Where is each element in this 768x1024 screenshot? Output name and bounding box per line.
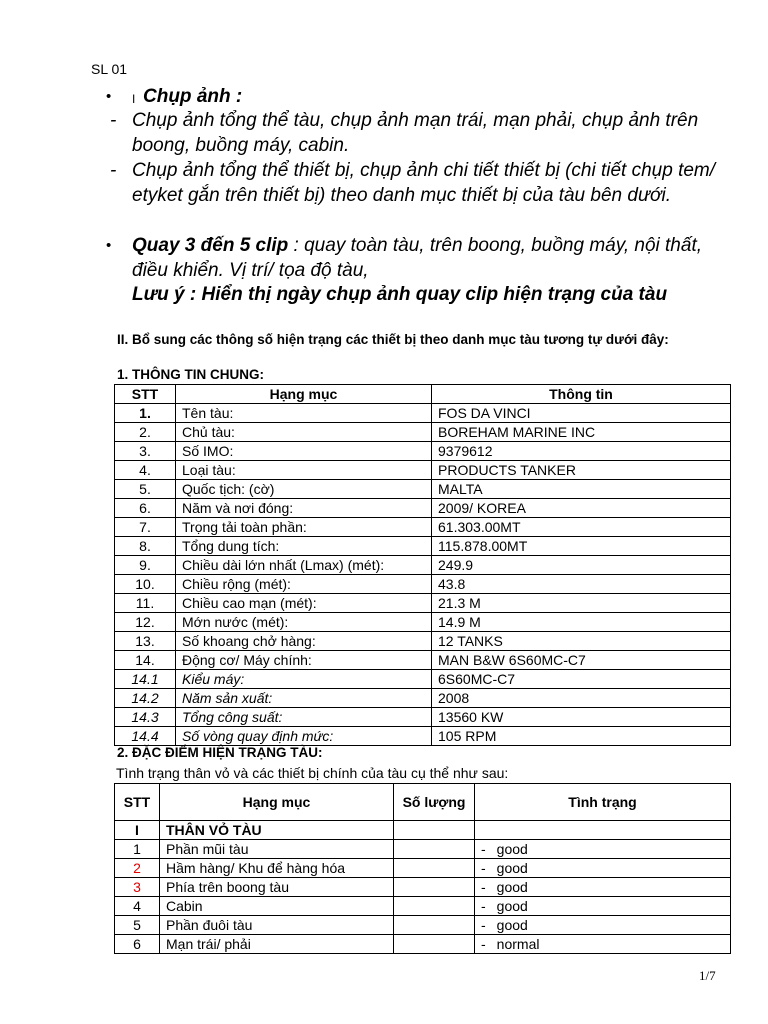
table-row [115, 935, 731, 954]
status-cell [475, 897, 731, 916]
stt-cell: 14.2 [115, 689, 176, 708]
status-cell [475, 935, 731, 954]
video-instruction-bold: Quay 3 đến 5 clip [132, 235, 289, 256]
group-stt: I [115, 821, 160, 840]
item-cell: Tổng dung tích: [176, 537, 432, 556]
quantity-cell [394, 935, 475, 954]
stt-cell: 5 [115, 916, 160, 935]
status-value: normal [496, 936, 540, 952]
page-number: 1/7 [699, 968, 716, 983]
item-cell: Loại tàu: [176, 461, 432, 480]
stt-cell: 14.3 [115, 708, 176, 727]
item-cell: Số vòng quay định mức: [176, 727, 432, 746]
item-cell: Tên tàu: [176, 404, 432, 423]
status-dash: - [481, 841, 486, 857]
item-cell: Chủ tàu: [176, 423, 432, 442]
item-cell: Số khoang chở hàng: [176, 632, 432, 651]
header-stt: STT [115, 784, 160, 821]
photo-instruction-2: Chụp ảnh tổng thể thiết bị, chụp ảnh chi tiết thiết bị (chi tiết chụp tem/ etyket gắn trên thiết bị) theo danh mục thiết bị của tàu bên dưới. [132, 160, 716, 206]
stt-cell: 1. [115, 404, 176, 423]
general-info-heading: 1. THÔNG TIN CHUNG: [117, 367, 264, 382]
group-quantity [394, 821, 475, 840]
stt-cell: 9. [115, 556, 176, 575]
status-value: good [496, 879, 528, 895]
info-cell: BOREHAM MARINE INC [432, 423, 731, 442]
document-code: SL 01 [91, 61, 128, 77]
table-row [115, 897, 731, 916]
stt-cell: 12. [115, 613, 176, 632]
table-row [115, 878, 731, 897]
item-cell: Số IMO: [176, 442, 432, 461]
section-roman-numeral: I [132, 92, 136, 106]
quantity-cell [394, 897, 475, 916]
item-cell: Tổng công suất: [176, 708, 432, 727]
table-row [115, 575, 731, 594]
header-item: Hạng mục [176, 385, 432, 404]
header-quantity: Số lượng [394, 784, 475, 821]
stt-cell: 6 [115, 935, 160, 954]
video-instruction-text: : quay toàn tàu, trên boong, buồng máy, nội thất, điều khiển. Vị trí/ tọa độ tàu, [132, 235, 702, 281]
table-row [115, 499, 731, 518]
status-dash: - [481, 898, 486, 914]
stt-cell: 11. [115, 594, 176, 613]
item-cell: Quốc tịch: (cờ) [176, 480, 432, 499]
bullet-icon: • [106, 237, 112, 254]
status-cell [475, 916, 731, 935]
note-text: Lưu ý : Hiển thị ngày chụp ảnh quay clip hiện trạng của tàu [132, 284, 668, 305]
general-info-table [114, 384, 731, 746]
stt-cell: 6. [115, 499, 176, 518]
stt-cell: 3 [115, 878, 160, 897]
header-stt: STT [115, 385, 176, 404]
dash-marker: - [110, 110, 117, 131]
info-cell: 249.9 [432, 556, 731, 575]
dash-marker: - [110, 160, 117, 181]
info-cell: 6S60MC-C7 [432, 670, 731, 689]
quantity-cell [394, 878, 475, 897]
table-row [115, 442, 731, 461]
table-row [115, 518, 731, 537]
status-dash: - [481, 936, 486, 952]
info-cell: 12 TANKS [432, 632, 731, 651]
info-cell: 21.3 M [432, 594, 731, 613]
item-cell: Phía trên boong tàu [160, 878, 394, 897]
stt-cell: 10. [115, 575, 176, 594]
section-photo-title: Chụp ảnh : [143, 86, 243, 107]
item-cell: Động cơ/ Máy chính: [176, 651, 432, 670]
table-row [115, 670, 731, 689]
status-value: good [496, 898, 528, 914]
ship-condition-heading: 2. ĐẶC ĐIỂM HIỆN TRẠNG TÀU: [117, 745, 323, 760]
group-item: THÂN VỎ TÀU [160, 821, 394, 840]
stt-cell: 7. [115, 518, 176, 537]
header-item: Hạng mục [160, 784, 394, 821]
info-cell: 13560 KW [432, 708, 731, 727]
table-row [115, 404, 731, 423]
info-cell: 2009/ KOREA [432, 499, 731, 518]
table-row [115, 689, 731, 708]
info-cell: 2008 [432, 689, 731, 708]
status-cell [475, 840, 731, 859]
stt-cell: 3. [115, 442, 176, 461]
quantity-cell [394, 840, 475, 859]
info-cell: PRODUCTS TANKER [432, 461, 731, 480]
stt-cell: 5. [115, 480, 176, 499]
photo-instruction-1: Chụp ảnh tổng thể tàu, chụp ảnh mạn trái, mạn phải, chụp ảnh trên boong, buồng máy, cabin. [132, 110, 699, 156]
status-cell [475, 878, 731, 897]
info-cell: 9379612 [432, 442, 731, 461]
table-row [115, 632, 731, 651]
stt-cell: 14.1 [115, 670, 176, 689]
status-dash: - [481, 860, 486, 876]
group-row [115, 821, 731, 840]
stt-cell: 4 [115, 897, 160, 916]
status-value: good [496, 860, 528, 876]
item-cell: Chiều dài lớn nhất (Lmax) (mét): [176, 556, 432, 575]
info-cell: FOS DA VINCI [432, 404, 731, 423]
group-status [475, 821, 731, 840]
table-header-row [115, 385, 731, 404]
info-cell: 61.303.00MT [432, 518, 731, 537]
info-cell: 115.878.00MT [432, 537, 731, 556]
table-row [115, 859, 731, 878]
info-cell: MAN B&W 6S60MC-C7 [432, 651, 731, 670]
item-cell: Chiều cao mạn (mét): [176, 594, 432, 613]
section-2-title: II. Bổ sung các thông số hiện trạng các thiết bị theo danh mục tàu tương tự dưới đây: [117, 332, 669, 347]
bullet-icon: • [106, 88, 112, 105]
status-value: good [496, 841, 528, 857]
info-cell: 105 RPM [432, 727, 731, 746]
stt-cell: 14.4 [115, 727, 176, 746]
item-cell: Mớn nước (mét): [176, 613, 432, 632]
table-row [115, 651, 731, 670]
info-cell: 43.8 [432, 575, 731, 594]
status-dash: - [481, 879, 486, 895]
table-row [115, 916, 731, 935]
stt-cell: 13. [115, 632, 176, 651]
status-cell [475, 859, 731, 878]
item-cell: Phần đuôi tàu [160, 916, 394, 935]
item-cell: Hầm hàng/ Khu để hàng hóa [160, 859, 394, 878]
status-dash: - [481, 917, 486, 933]
status-value: good [496, 917, 528, 933]
item-cell: Mạn trái/ phải [160, 935, 394, 954]
table-row [115, 840, 731, 859]
table-row [115, 594, 731, 613]
item-cell: Cabin [160, 897, 394, 916]
table-row [115, 556, 731, 575]
item-cell: Trọng tải toàn phần: [176, 518, 432, 537]
stt-cell: 4. [115, 461, 176, 480]
item-cell: Năm và nơi đóng: [176, 499, 432, 518]
table-row [115, 537, 731, 556]
stt-cell: 1 [115, 840, 160, 859]
stt-cell: 2 [115, 859, 160, 878]
header-info: Thông tin [432, 385, 731, 404]
stt-cell: 2. [115, 423, 176, 442]
stt-cell: 8. [115, 537, 176, 556]
table-row [115, 461, 731, 480]
item-cell: Kiểu máy: [176, 670, 432, 689]
table-header-row [115, 784, 731, 821]
table-row [115, 708, 731, 727]
ship-condition-table [114, 783, 731, 954]
table-row [115, 727, 731, 746]
header-status: Tình trạng [475, 784, 731, 821]
quantity-cell [394, 859, 475, 878]
quantity-cell [394, 916, 475, 935]
ship-condition-intro: Tình trạng thân vỏ và các thiết bị chính của tàu cụ thể như sau: [116, 765, 509, 781]
table-row [115, 480, 731, 499]
video-instruction [132, 233, 732, 283]
stt-cell: 14. [115, 651, 176, 670]
item-cell: Năm sản xuất: [176, 689, 432, 708]
info-cell: 14.9 M [432, 613, 731, 632]
table-row [115, 423, 731, 442]
table-row [115, 613, 731, 632]
info-cell: MALTA [432, 480, 731, 499]
item-cell: Chiều rộng (mét): [176, 575, 432, 594]
item-cell: Phần mũi tàu [160, 840, 394, 859]
